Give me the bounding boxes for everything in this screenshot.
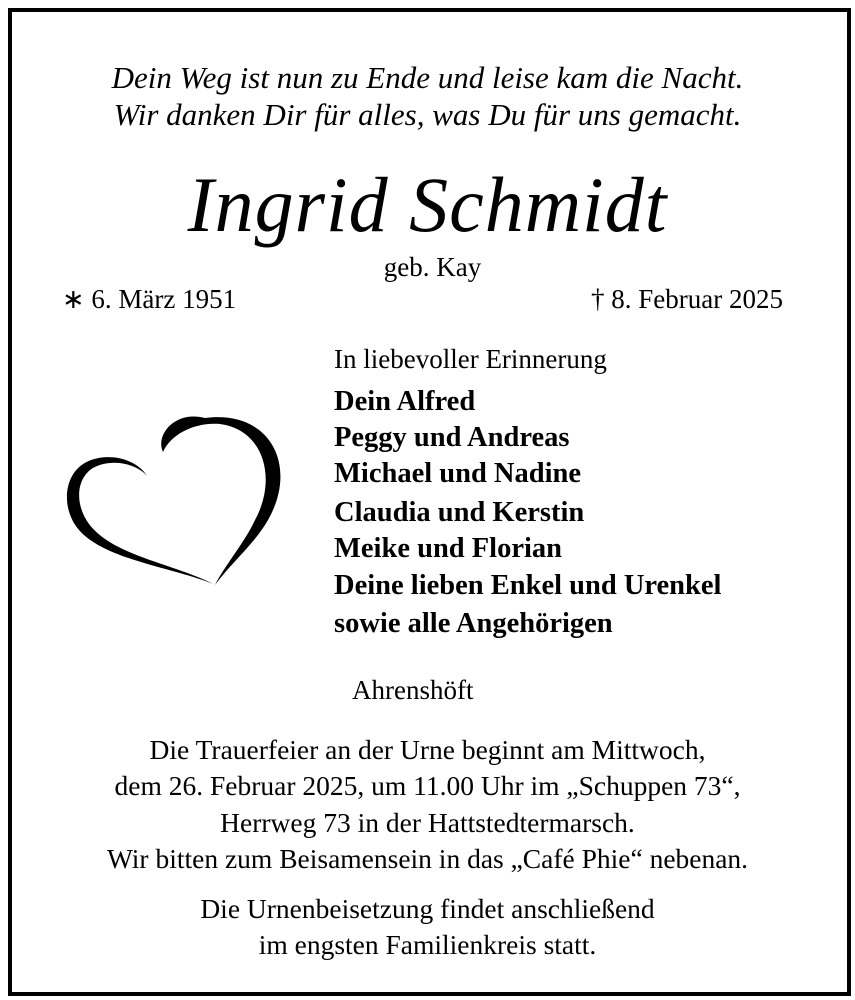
mourner-name: sowie alle Angehörigen xyxy=(334,608,613,639)
motto-line-2: Wir danken Dir für alles, was Du für uns gemacht. xyxy=(113,97,742,132)
mourner-name: Meike und Florian xyxy=(334,533,563,564)
death-date: † 8. Februar 2025 xyxy=(591,284,783,314)
deceased-name: Ingrid Schmidt xyxy=(187,161,668,248)
heart-icon xyxy=(55,400,285,600)
mourner-name: Michael und Nadine xyxy=(334,458,582,489)
service-line-1: Die Trauerfeier an der Urne beginnt am Mittwoch, xyxy=(149,734,706,765)
mourner-name: Peggy und Andreas xyxy=(334,422,570,453)
maiden-name: geb. Kay xyxy=(383,252,482,282)
mourner-name: Claudia und Kerstin xyxy=(334,497,585,528)
service-line-2: dem 26. Februar 2025, um 11.00 Uhr im „Schuppen 73“, xyxy=(114,770,741,801)
motto-line-1: Dein Weg ist nun zu Ende und leise kam die Nacht. xyxy=(111,60,744,95)
place-of-residence: Ahrenshöft xyxy=(352,675,474,705)
mourner-name: Deine lieben Enkel und Urenkel xyxy=(334,570,722,601)
burial-line-1: Die Urnenbeisetzung findet anschließend xyxy=(200,893,655,924)
mourner-name: Dein Alfred xyxy=(334,386,476,417)
birth-date: ∗ 6. März 1951 xyxy=(62,284,237,314)
service-line-3: Herrweg 73 in der Hattstedtermarsch. xyxy=(220,807,635,838)
remembrance-intro: In liebevoller Erinnerung xyxy=(334,344,607,374)
service-line-4: Wir bitten zum Beisamensein in das „Café Phie“ nebenan. xyxy=(106,843,749,874)
burial-line-2: im engsten Familienkreis statt. xyxy=(258,929,597,960)
